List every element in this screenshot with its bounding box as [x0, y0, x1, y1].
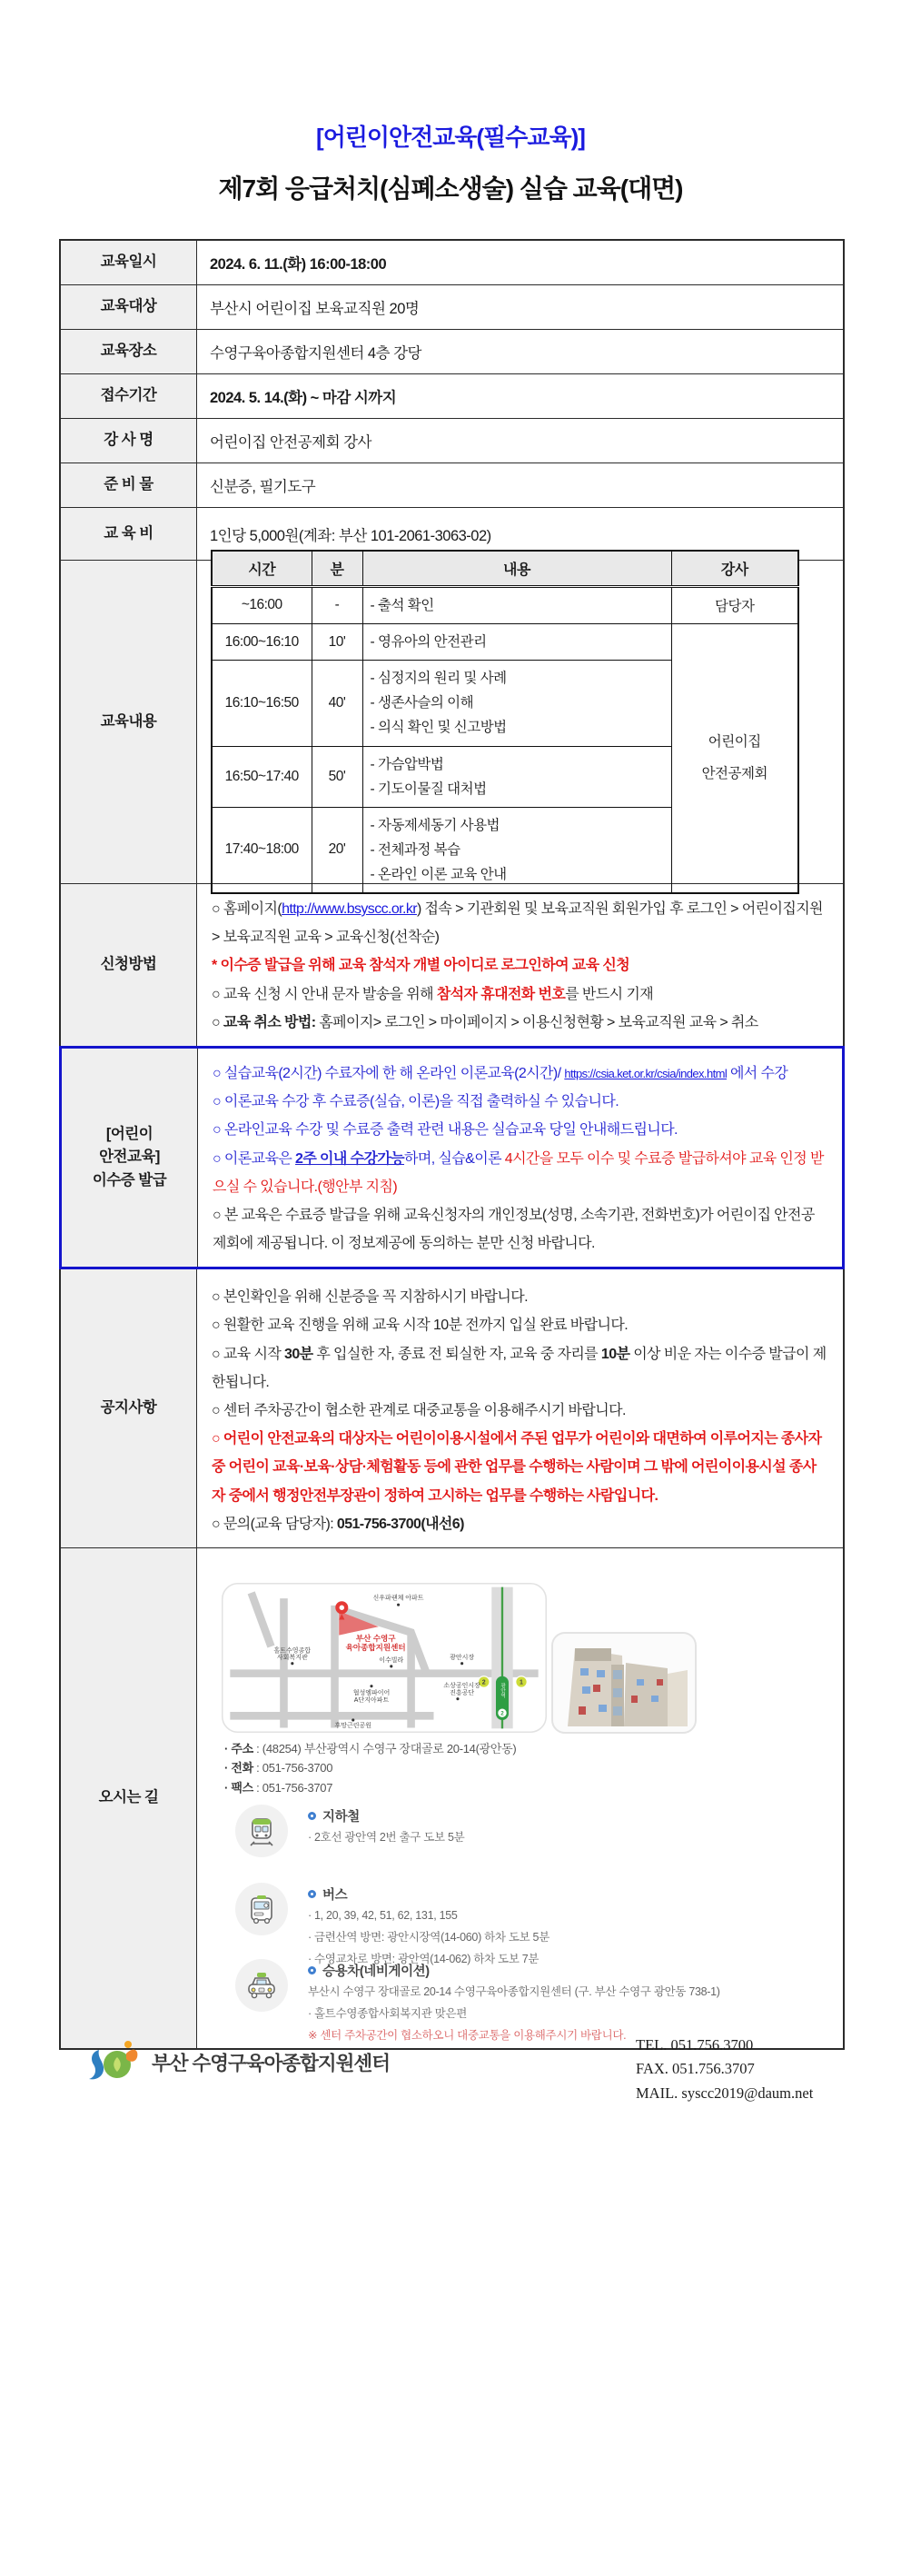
row-label: 신청방법 — [61, 884, 197, 1046]
svg-text:홀트수영종합: 홀트수영종합 — [273, 1647, 312, 1655]
bullet-ring-icon — [308, 1812, 316, 1820]
footer-logo — [86, 2039, 390, 2084]
directions-content — [197, 1548, 843, 2048]
apply-line-2: * 이수증 발급을 위해 교육 참석자 개별 아이디로 로그인하여 교육 신청 — [212, 958, 630, 974]
row-value — [197, 1268, 843, 1547]
center-label-2: 육아종합지원센터 — [345, 1642, 406, 1652]
table-row-date — [61, 241, 843, 285]
cell-time: 17:40~18:00 — [212, 807, 312, 893]
subway-title: 지하철 — [308, 1806, 464, 1825]
cell-time: 16:00~16:10 — [212, 624, 312, 661]
table-row-certificate — [59, 1046, 845, 1269]
row-label: 준 비 물 — [61, 463, 197, 507]
table-row-apply — [61, 884, 843, 1047]
cell-lecturer-merged: 어린이집 안전공제회 — [671, 624, 798, 894]
cell-min: - — [312, 586, 362, 623]
row-value: 부산시 어린이집 보육교직원 20명 — [210, 301, 420, 317]
table-row-curriculum — [61, 561, 843, 884]
cell-min: 10' — [312, 624, 362, 661]
col-time: 시간 — [212, 551, 312, 587]
row-label: 교육일시 — [61, 241, 197, 284]
svg-text:진흥공단: 진흥공단 — [450, 1689, 475, 1696]
svg-text:후망근린공원: 후망근린공원 — [334, 1722, 372, 1729]
cell-content: - 심정지의 원리 및 사례 - 생존사슬의 이해 - 의식 확인 및 신고방법 — [362, 661, 671, 746]
row-value — [197, 884, 843, 1046]
row-label: 교육내용 — [61, 561, 197, 883]
svg-text:이수빌라: 이수빌라 — [379, 1657, 404, 1665]
cell-lecturer: 담당자 — [671, 586, 798, 623]
bus-line-2: · 금련산역 방면: 광안시장역(14-060) 하차 도보 5분 — [308, 1931, 550, 1944]
notice-line-6: ○ 문의(교육 담당자): 051-756-3700(내선6) — [212, 1516, 464, 1532]
notice-line-3: ○ 교육 시작 30분 후 입실한 자, 종료 전 퇴실한 자, 교육 중 자리를 10분 이상 비운 자는 이수증 발급이 제한됩니다. — [212, 1346, 827, 1390]
address-line: · 주소 : (48254) 부산광역시 수영구 장대골로 20-14(광안동) — [224, 1741, 517, 1755]
row-value: 어린이집 안전공제회 강사 — [210, 434, 371, 451]
footer-org-name: 부산 수영구육아종합지원센터 — [152, 2052, 390, 2074]
bus-icon — [235, 1883, 288, 1935]
row-label: 공지사항 — [61, 1268, 197, 1547]
schedule-table — [211, 550, 799, 894]
row-value: 2024. 5. 14.(화) ~ 마감 시까지 — [210, 390, 397, 406]
apply-line-3: ○ 교육 신청 시 안내 문자 발송을 위해 참석자 휴대전화 번호를 반드시 기재 — [212, 986, 654, 1002]
bus-line-3: · 수영교차로 방면: 광안역(14-062) 하차 도보 7분 — [308, 1953, 540, 1966]
row-label: 접수기간 — [61, 374, 197, 418]
car-line-2: · 홀트수영종합사회복지관 맞은편 — [308, 2007, 468, 2021]
cell-min: 20' — [312, 807, 362, 893]
svg-text:소상공인시장: 소상공인시장 — [443, 1683, 480, 1690]
svg-text:협성엠파이어: 협성엠파이어 — [352, 1689, 391, 1696]
row-label: 오시는 길 — [61, 1548, 197, 2048]
svg-text:2: 2 — [481, 1679, 486, 1686]
poi-apart: 신우파랜체 아파트 — [372, 1595, 424, 1602]
apply-line-1: ○ 홈페이지(http://www.bsyscc.or.kr) 접속 > 기관회원 및 보육교직원 회원가입 후 로그인 > 어린이집지원 > 보육교직원 교육 > 교육신청(선착순) — [212, 901, 823, 946]
bullet-ring-icon — [308, 1966, 316, 1974]
table-row-target — [61, 285, 843, 330]
cell-content: - 영유아의 안전관리 — [362, 624, 671, 661]
subway-icon — [235, 1805, 288, 1857]
notice-line-5: ○ 어린이 안전교육의 대상자는 어린이이용시설에서 주된 업무가 어린이와 대면하여 이루어지는 종사자 중 어린이 교육·보육·상담·체험활동 등에 관한 업무를 수행하는 사람이며 그 밖에 어린이이용시설 종사자 중에서 행정안전부장관이 정하여 고시하는 업무를 수행하는 사람입니다. — [212, 1431, 822, 1504]
col-content: 내용 — [362, 551, 671, 587]
row-label: 강 사 명 — [61, 419, 197, 462]
table-row-place — [61, 330, 843, 374]
row-value: 수영구육아종합지원센터 4층 강당 — [210, 345, 421, 362]
cert-line-3: ○ 온라인교육 수강 및 수료증 출력 관련 내용은 실습교육 당일 안내해드립니다. — [213, 1122, 678, 1139]
table-row-notice — [61, 1268, 843, 1548]
svg-text:광안시장: 광안시장 — [450, 1654, 475, 1661]
page-subtitle: 제7회 응급처치(심폐소생술) 실습 교육(대면) — [218, 174, 683, 203]
table-row-directions — [61, 1548, 843, 2048]
row-label: [어린이 안전교육] 이수증 발급 — [62, 1049, 198, 1267]
bus-line-1: · 1, 20, 39, 42, 51, 62, 131, 155 — [308, 1908, 458, 1922]
cell-min: 40' — [312, 661, 362, 746]
cert-line-1: ○ 실습교육(2시간) 수료자에 한 해 온라인 이론교육(2시간)/ https://csia.ket.or.kr/csia/index.html 에서 수강 — [213, 1065, 788, 1081]
table-row-period — [61, 374, 843, 419]
table-row-supplies — [61, 463, 843, 508]
center-logo-icon — [86, 2039, 143, 2084]
cert-line-2: ○ 이론교육 수강 후 수료증(실습, 이론)을 직접 출력하실 수 있습니다. — [213, 1094, 619, 1110]
footer-contact — [636, 2034, 813, 2105]
cell-min: 50' — [312, 746, 362, 807]
car-title: 승용차(네비게이션) — [308, 1961, 720, 1980]
svg-text:사회복지관: 사회복지관 — [276, 1654, 308, 1661]
location-map — [221, 1583, 548, 1733]
col-lecturer: 강사 — [671, 551, 798, 587]
cert-line-5: ○ 본 교육은 수료증 발급을 위해 교육신청자의 개인정보(성명, 소속기관, 전화번호)가 어린이집 안전공제회에 제공됩니다. 이 정보제공에 동의하는 분만 신청 바랍니다. — [213, 1207, 815, 1252]
footer-mail: MAIL. syscc2019@daum.net — [636, 2084, 814, 2102]
subway-line-info: · 2호선 광안역 2번 출구 도보 5분 — [308, 1830, 465, 1844]
online-course-link[interactable]: https://csia.ket.or.kr/csia/index.html — [564, 1066, 728, 1080]
schedule-row — [212, 586, 798, 623]
station-line-badge: 2 — [500, 1710, 504, 1717]
phone-line: · 전화 : 051-756-3700 — [224, 1761, 333, 1775]
cell-time: ~16:00 — [212, 586, 312, 623]
transit-bus — [235, 1883, 550, 1970]
cert-line-4: ○ 이론교육은 2주 이내 수강가능하며, 실습&이론 4시간을 모두 이수 및 수료증 발급하셔야 교육 인정 받으실 수 있습니다.(행안부 지침) — [213, 1150, 824, 1195]
row-label: 교육대상 — [61, 285, 197, 329]
schedule-wrap — [197, 561, 843, 883]
center-label-1: 부산 수영구 — [355, 1633, 396, 1643]
row-label: 교육장소 — [61, 330, 197, 373]
cell-content: - 자동제세동기 사용법 - 전체과정 복습 - 온라인 이론 교육 안내 — [362, 807, 671, 893]
cell-content: - 출석 확인 — [362, 586, 671, 623]
row-value: 1인당 5,000원(계좌: 부산 101-2061-3063-02) — [210, 527, 491, 544]
footer-fax: FAX. 051.756.3707 — [636, 2060, 755, 2078]
info-table — [59, 239, 845, 2050]
schedule-header-row — [212, 551, 798, 587]
bus-title: 버스 — [308, 1885, 550, 1904]
row-value: 신분증, 필기도구 — [210, 479, 316, 495]
apply-line-4: ○ 교육 취소 방법: 홈페이지> 로그인 > 마이페이지 > 이용신청현황 > 보육교직원 교육 > 취소 — [212, 1014, 758, 1030]
page-title: [어린이안전교육(필수교육)] — [316, 124, 585, 151]
svg-text:1: 1 — [520, 1679, 523, 1686]
car-line-3: ※ 센터 주차공간이 협소하오니 대중교통을 이용해주시기 바랍니다. — [308, 2029, 627, 2043]
address-block — [224, 1739, 516, 1797]
schedule-row — [212, 624, 798, 661]
notice-line-2: ○ 원활한 교육 진행을 위해 교육 시작 10분 전까지 입실 완료 바랍니다. — [212, 1318, 629, 1334]
cell-time: 16:50~17:40 — [212, 746, 312, 807]
fax-line: · 팩스 : 051-756-3707 — [224, 1780, 333, 1795]
footer-tel: TEL. 051.756.3700 — [636, 2036, 754, 2054]
car-line-1: 부산시 수영구 장대골로 20-14 수영구육아종합지원센터 (구. 부산 수영구 광안동 738-1) — [308, 1984, 720, 1998]
cell-time: 16:10~16:50 — [212, 661, 312, 746]
col-min: 분 — [312, 551, 362, 587]
center-building-photo — [551, 1632, 697, 1734]
row-value: 2024. 6. 11.(화) 16:00-18:00 — [210, 256, 387, 273]
transit-subway — [235, 1805, 464, 1857]
station-name-label: 광안역 — [499, 1683, 505, 1698]
notice-line-4: ○ 센터 주차공간이 협소한 관계로 대중교통을 이용해주시기 바랍니다. — [212, 1403, 626, 1418]
bullet-ring-icon — [308, 1890, 316, 1898]
table-row-lecturer — [61, 419, 843, 463]
svg-text:A단지아파트: A단지아파트 — [353, 1696, 390, 1704]
notice-line-1: ○ 본인확인을 위해 신분증을 꼭 지참하시기 바랍니다. — [212, 1289, 528, 1306]
homepage-link[interactable]: http://www.bsyscc.or.kr — [282, 901, 417, 917]
cell-content: - 가슴압박법 - 기도이물질 대처법 — [362, 746, 671, 807]
row-label: 교 육 비 — [61, 508, 197, 560]
row-value — [198, 1049, 842, 1267]
car-icon — [235, 1959, 288, 2012]
